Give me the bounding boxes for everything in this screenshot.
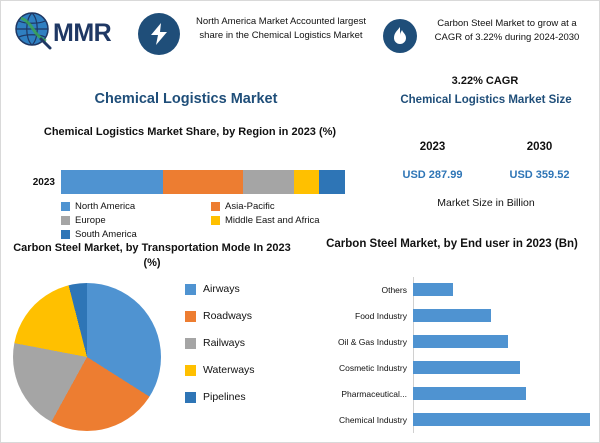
legend-label: South America <box>75 229 137 240</box>
legend-label: Railways <box>203 337 246 349</box>
legend-label: Asia-Pacific <box>225 201 275 212</box>
legend-item-pipelines <box>185 391 297 403</box>
region-segment-europe <box>243 170 294 194</box>
legend-item-north-america <box>61 201 211 212</box>
end-user-label: Others <box>381 285 407 295</box>
end-user-label: Chemical Industry <box>338 415 407 425</box>
end-user-bar <box>413 387 526 400</box>
legend-label: Airways <box>203 283 240 295</box>
market-size-title: Chemical Logistics Market Size <box>400 94 572 106</box>
legend-item-roadways <box>185 310 297 322</box>
region-bar-track <box>61 170 345 194</box>
legend-item-airways <box>185 283 297 295</box>
region-segment-south-america <box>319 170 345 194</box>
end-user-row-oil-gas <box>305 329 595 355</box>
end-user-label: Cosmetic Industry <box>338 363 407 373</box>
pie-chart <box>13 283 161 431</box>
end-user-bar <box>413 335 508 348</box>
end-user-row-pharmaceutical <box>305 381 595 407</box>
end-user-chart <box>301 237 597 439</box>
end-user-track <box>413 381 595 407</box>
legend-label: Roadways <box>203 310 253 322</box>
legend-item-asia-pacific <box>211 201 361 212</box>
end-user-label: Food Industry <box>355 311 407 321</box>
legend-item-europe <box>61 215 211 226</box>
header-highlight-carbon-steel: Carbon Steel Market to grow at a CAGR of 3.22% during 2024-2030 <box>434 18 580 43</box>
legend-swatch-icon <box>61 230 70 239</box>
transportation-mode-chart <box>7 241 297 439</box>
legend-item-railways <box>185 337 297 349</box>
legend-swatch-icon <box>185 311 196 322</box>
end-user-label: Pharmaceutical... <box>341 389 407 399</box>
legend-swatch-icon <box>61 216 70 225</box>
legend-swatch-icon <box>185 392 196 403</box>
pie-legend <box>185 283 297 418</box>
legend-label: Middle East and Africa <box>225 215 320 226</box>
legend-label: North America <box>75 201 136 212</box>
end-user-label: Oil & Gas Industry <box>338 337 407 347</box>
region-chart-title: Chemical Logistics Market Share, by Region in 2023 (%) <box>43 126 337 138</box>
market-size-value-2023: USD 287.99 <box>402 169 463 181</box>
globe-icon <box>11 9 55 53</box>
market-size-years <box>379 141 593 153</box>
end-user-bar <box>413 413 590 426</box>
legend-label: Waterways <box>203 364 255 376</box>
end-user-track <box>413 355 595 381</box>
legend-item-mea <box>211 215 361 226</box>
region-share-chart <box>9 125 359 240</box>
region-segment-north-america <box>61 170 163 194</box>
end-user-row-others <box>305 277 595 303</box>
legend-swatch-icon <box>185 284 196 295</box>
legend-item-south-america <box>61 229 211 240</box>
pie-chart-title: Carbon Steel Market, by Transportation Mode In 2023 (%) <box>13 242 291 269</box>
end-user-track <box>413 407 595 433</box>
market-size-unit: Market Size in Billion <box>437 197 535 209</box>
end-user-bar <box>413 361 520 374</box>
region-segment-mea <box>294 170 320 194</box>
page-title: Chemical Logistics Market <box>94 91 278 107</box>
market-size-year-2023: 2023 <box>419 141 446 153</box>
brand-name: MMR <box>53 19 112 47</box>
header-highlight-north-america: North America Market Accounted largest share in the Chemical Logistics Market <box>195 16 367 41</box>
lightning-bolt-icon <box>138 13 180 55</box>
end-user-row-chemical <box>305 407 595 433</box>
end-user-bar <box>413 283 453 296</box>
end-user-row-food <box>305 303 595 329</box>
end-user-track <box>413 329 595 355</box>
market-size-values <box>379 169 593 181</box>
end-user-row-cosmetic <box>305 355 595 381</box>
market-size-year-2030: 2030 <box>526 141 553 153</box>
end-user-bar <box>413 309 491 322</box>
legend-item-waterways <box>185 364 297 376</box>
end-user-track <box>413 303 595 329</box>
legend-swatch-icon <box>185 365 196 376</box>
end-user-chart-title: Carbon Steel Market, by End user in 2023 (Bn) <box>326 238 578 250</box>
region-bar-category: 2023 <box>32 176 55 188</box>
market-size-panel <box>379 93 593 233</box>
market-size-value-2030: USD 359.52 <box>509 169 570 181</box>
legend-swatch-icon <box>185 338 196 349</box>
legend-swatch-icon <box>61 202 70 211</box>
end-user-bar-rows <box>305 277 595 433</box>
region-segment-asia-pacific <box>163 170 243 194</box>
legend-swatch-icon <box>211 216 220 225</box>
flame-icon <box>383 19 417 53</box>
cagr-badge: 3.22% CAGR <box>451 75 519 87</box>
region-bar-row <box>27 169 345 195</box>
end-user-track <box>413 277 595 303</box>
legend-swatch-icon <box>211 202 220 211</box>
legend-label: Pipelines <box>203 391 246 403</box>
legend-label: Europe <box>75 215 106 226</box>
brand-logo <box>9 9 129 59</box>
